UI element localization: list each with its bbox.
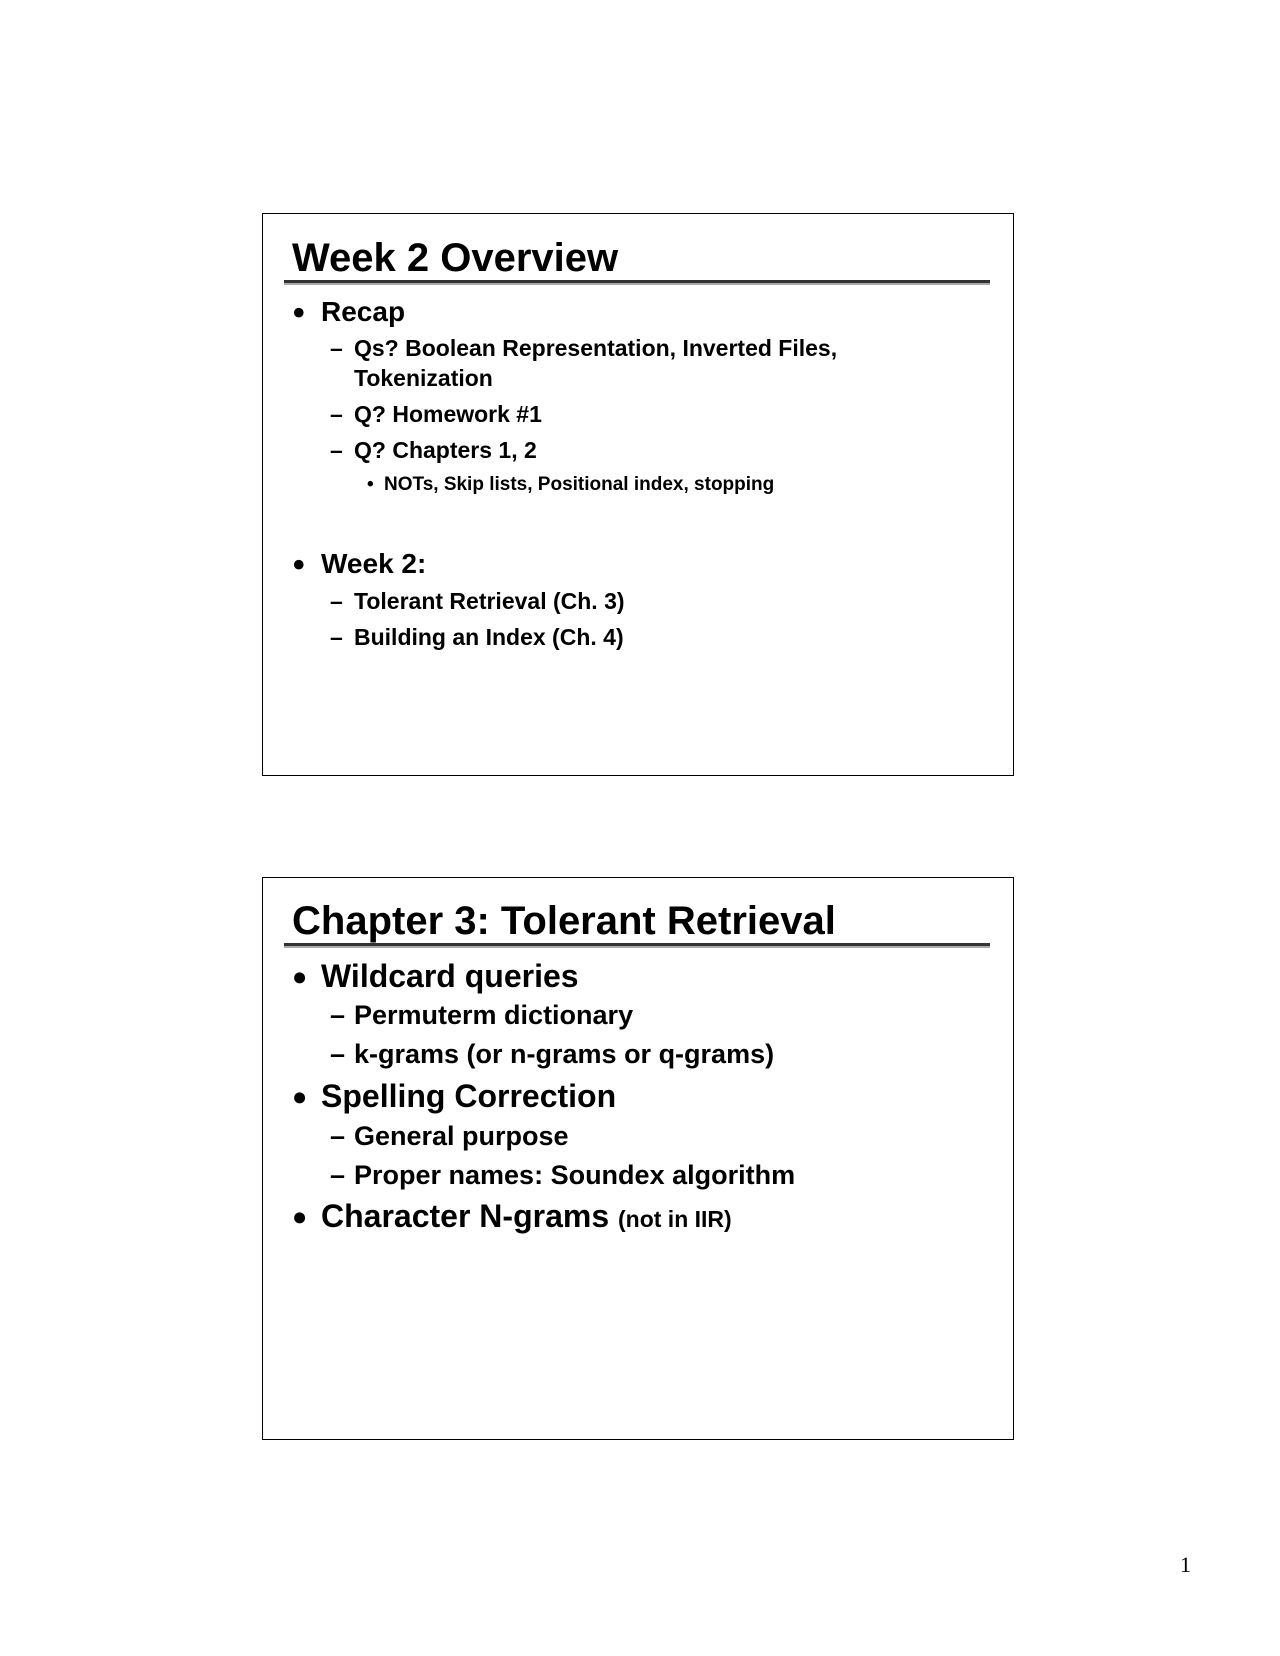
dash-icon: – (330, 1160, 346, 1190)
subitem-general-purpose (330, 1121, 569, 1152)
bullet-icon: ● (292, 1082, 308, 1111)
subsubitem-topics (367, 474, 774, 496)
subitem-proper-names (330, 1160, 795, 1191)
dash-icon: – (330, 437, 343, 463)
subitem-text: Tolerant Retrieval (Ch. 3) (354, 588, 625, 614)
dash-icon: – (330, 1039, 346, 1069)
bullet-icon: ● (292, 962, 308, 991)
bullet-wildcard-queries (292, 958, 579, 995)
bullet-label: Character N-grams (321, 1198, 610, 1234)
subitem-k-grams (330, 1039, 774, 1070)
dash-icon: – (330, 1000, 346, 1030)
bullet-icon: ● (292, 299, 306, 325)
bullet-label: Week 2: (321, 548, 427, 579)
subitem-building-index (330, 624, 624, 650)
subitem-text: Proper names: Soundex algorithm (354, 1160, 796, 1190)
subitem-text: Tokenization (354, 365, 493, 391)
subitem-text: Q? Homework #1 (354, 401, 542, 427)
subitem-homework (330, 401, 542, 427)
subitem-qs-boolean (330, 335, 837, 361)
bullet-label: Spelling Correction (321, 1078, 617, 1114)
dash-icon: – (330, 335, 343, 361)
subsubitem-text: NOTs, Skip lists, Positional index, stopping (384, 474, 775, 495)
page-number: 1 (1180, 1552, 1191, 1577)
slide-title: Week 2 Overview (292, 236, 619, 280)
bullet-spelling-correction (292, 1078, 616, 1115)
subitem-text: General purpose (354, 1121, 569, 1151)
subitem-text: k-grams (or n-grams or q-grams) (354, 1039, 775, 1069)
subitem-chapters (330, 437, 537, 463)
title-underline (284, 943, 990, 948)
slide-title: Chapter 3: Tolerant Retrieval (292, 899, 836, 943)
dash-icon: – (330, 588, 343, 614)
dash-icon: – (330, 401, 343, 427)
subitem-permuterm (330, 1000, 633, 1031)
bullet-icon: ● (292, 551, 306, 577)
bullet-icon: ● (292, 1202, 308, 1231)
slide-chapter-3 (262, 877, 1014, 1440)
bullet-recap (292, 296, 405, 328)
bullet-label: Wildcard queries (321, 958, 579, 994)
subitem-text: Permuterm dictionary (354, 1000, 634, 1030)
subitem-tolerant-retrieval (330, 588, 625, 614)
subitem-text: Qs? Boolean Representation, Inverted Files, (354, 335, 838, 361)
bullet-week-2 (292, 548, 426, 580)
slide-week-2-overview (262, 213, 1014, 776)
dash-icon: – (330, 624, 343, 650)
dash-icon: – (330, 1121, 346, 1151)
bullet-label: Recap (321, 296, 406, 327)
subitem-qs-boolean-continuation (354, 365, 493, 391)
title-underline (284, 280, 990, 285)
bullet-character-ngrams (292, 1198, 732, 1235)
subitem-text: Q? Chapters 1, 2 (354, 437, 537, 463)
bullet-note: (not in IIR) (618, 1206, 732, 1232)
dot-icon: • (367, 474, 374, 495)
subitem-text: Building an Index (Ch. 4) (354, 624, 624, 650)
